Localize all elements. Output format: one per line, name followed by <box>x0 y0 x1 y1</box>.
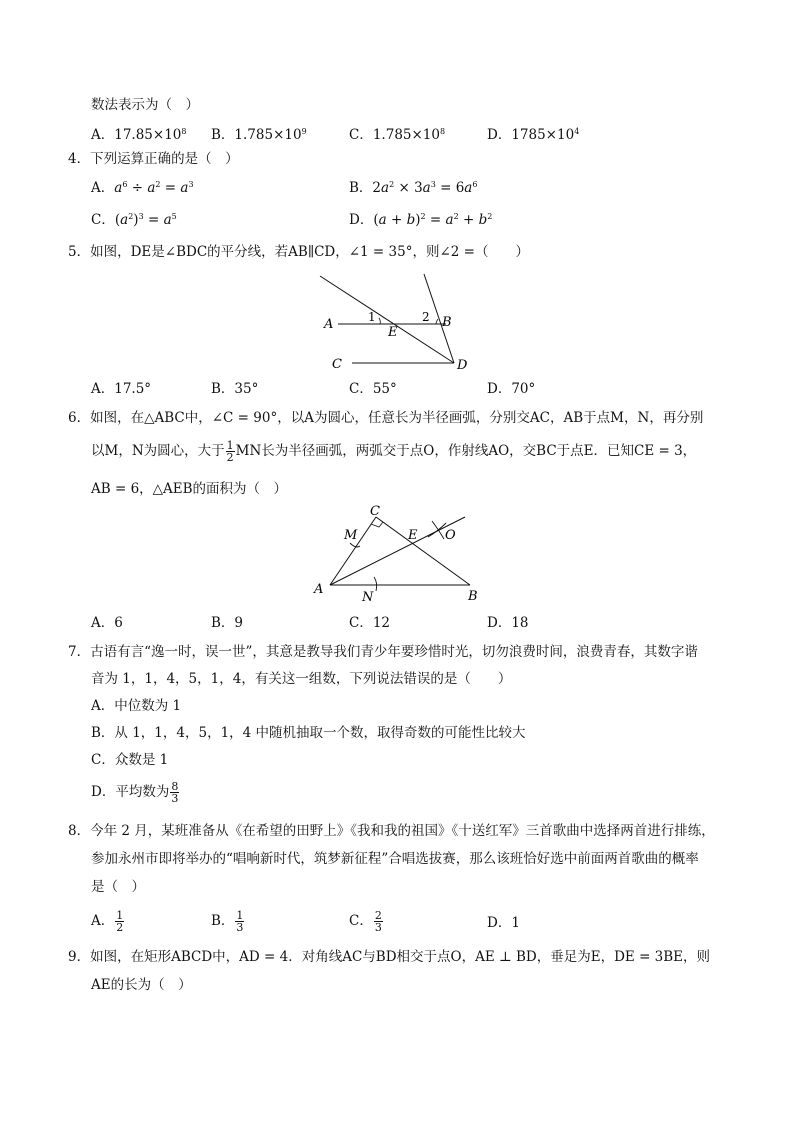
q8-option-d[interactable]: D．1 <box>487 915 520 931</box>
q5-option-d[interactable]: D．70° <box>487 381 536 397</box>
q4-b-formula: $2a^2 \times 3a^3 = 6a^6$ <box>372 180 478 196</box>
q9-stem-line1: 9．如图，在矩形ABCD中，AD = 4．对角线AC与BD相交于点O，AE ⊥ BD，垂足为E，DE = 3BE，则 <box>68 949 711 965</box>
q5-option-a[interactable]: A．17.5° <box>91 381 152 397</box>
q7-option-c[interactable]: C．众数是 1 <box>91 752 169 768</box>
q5-label-d: D <box>457 358 468 373</box>
q6-label-o: O <box>445 528 456 543</box>
q8-stem-line2: 参加永州市即将举办的“唱响新时代，筑梦新征程”合唱选拔赛，那么该班恰好选中前面两首歌曲的概率 <box>91 851 699 867</box>
q3-option-c[interactable]: C．$1.785\times 10^8$ <box>349 127 446 143</box>
q7-stem-line1: 7．古语有言“逸一时，误一世”，其意是教导我们青少年要珍惜时光，切勿浪费时间，浪费青春，其数字谐 <box>68 644 698 660</box>
q8-c-fraction: $\frac{2}{3}$ <box>374 909 382 934</box>
q6-stem-line2: 以M，N为圆心，大于 $\frac{1}{2}$ MN长为半径画弧，两弧交于点O，作射线AO，交BC于点E．已知CE = 3， <box>91 439 697 464</box>
q6-label-e: E <box>408 528 418 543</box>
q5-stem: 5．如图，DE是∠BDC的平分线，若AB∥CD，∠1 = 35°，则∠2 =（ ） <box>68 244 529 260</box>
q5-angle-1: 1 <box>368 310 376 324</box>
q8-stem-line1: 8．今年 2 月，某班准备从《在希望的田野上》《我和我的祖国》《十送红军》三首歌曲中选择两首进行排练， <box>68 823 715 839</box>
q4-stem: 4．下列运算正确的是（ ） <box>68 151 239 167</box>
q5-label-a: A <box>324 317 334 332</box>
q7-stem-line2: 音为 1，1，4，5，1，4，有关这一组数，下列说法错误的是（ ） <box>91 671 512 687</box>
q4-option-b[interactable]: B．$2a^2 \times 3a^3 = 6a^6$ <box>349 180 478 196</box>
q4-d-formula: $(a + b)^2 = a^2 + b^2$ <box>373 212 493 228</box>
q3-option-b[interactable]: B．$1.785\times 10^9$ <box>211 127 307 143</box>
q5-label-e: E <box>388 325 398 340</box>
q6-label-a: A <box>314 582 324 597</box>
q6-option-c[interactable]: C．12 <box>349 615 391 631</box>
q8-option-c[interactable]: C． $\frac{2}{3}$ <box>349 909 382 934</box>
q5-label-b: B <box>442 315 452 330</box>
q6-label-n: N <box>362 590 374 605</box>
q6-stem-line1: 6．如图，在△ABC中，∠C = 90°，以A为圆心，任意长为半径画弧，分别交AC，AB于点M，N，再分别 <box>68 410 704 426</box>
q7-option-a[interactable]: A．中位数为 1 <box>91 698 182 714</box>
q5-angle-2: 2 <box>422 310 430 324</box>
q9-stem-line2: AE的长为（ ） <box>91 977 192 993</box>
q5-label-c: C <box>332 357 342 372</box>
q3-option-a[interactable]: A．$17.85\times 10^8$ <box>91 127 187 143</box>
q7-option-b[interactable]: B．从 1，1，4，5，1，4 中随机抽取一个数，取得奇数的可能性比较大 <box>91 725 526 741</box>
q7-option-d[interactable]: D．平均数为 $\frac{8}{3}$ <box>91 780 179 805</box>
q3-stem-cont: 数法表示为（ ） <box>91 97 199 113</box>
q4-c-formula: $(a^2)^3 = a^5$ <box>114 212 177 228</box>
q5-figure <box>318 268 478 374</box>
q6-label-c: C <box>370 504 380 519</box>
q6-option-a[interactable]: A．6 <box>91 615 123 631</box>
q6-stem-line3: AB = 6，△AEB的面积为（ ） <box>91 481 288 497</box>
q4-option-a[interactable]: A．$a^6 \div a^2 = a^3$ <box>91 180 194 196</box>
q6-option-b[interactable]: B．9 <box>211 615 244 631</box>
q8-option-b[interactable]: B． $\frac{1}{3}$ <box>211 909 244 934</box>
q5-option-b[interactable]: B．35° <box>211 381 259 397</box>
q4-option-d[interactable]: D．$(a + b)^2 = a^2 + b^2$ <box>349 212 493 228</box>
q7-d-fraction: $\frac{8}{3}$ <box>171 780 179 805</box>
q5-option-c[interactable]: C．55° <box>349 381 397 397</box>
q8-option-a[interactable]: A． $\frac{1}{2}$ <box>91 909 124 934</box>
q8-a-fraction: $\frac{1}{2}$ <box>116 909 124 934</box>
q4-option-c[interactable]: C．$(a^2)^3 = a^5$ <box>91 212 177 228</box>
q6-option-d[interactable]: D．18 <box>487 615 529 631</box>
q6-label-m: M <box>344 528 358 543</box>
q3-option-d[interactable]: D．$1785\times 10^4$ <box>487 127 580 143</box>
q8-b-fraction: $\frac{1}{3}$ <box>236 909 244 934</box>
q6-figure <box>310 503 490 605</box>
q6-label-b: B <box>468 589 478 604</box>
q8-stem-line3: 是（ ） <box>91 879 145 895</box>
q4-a-formula: $a^6 \div a^2 = a^3$ <box>114 180 194 196</box>
q6-half-fraction: $\frac{1}{2}$ <box>226 439 234 464</box>
